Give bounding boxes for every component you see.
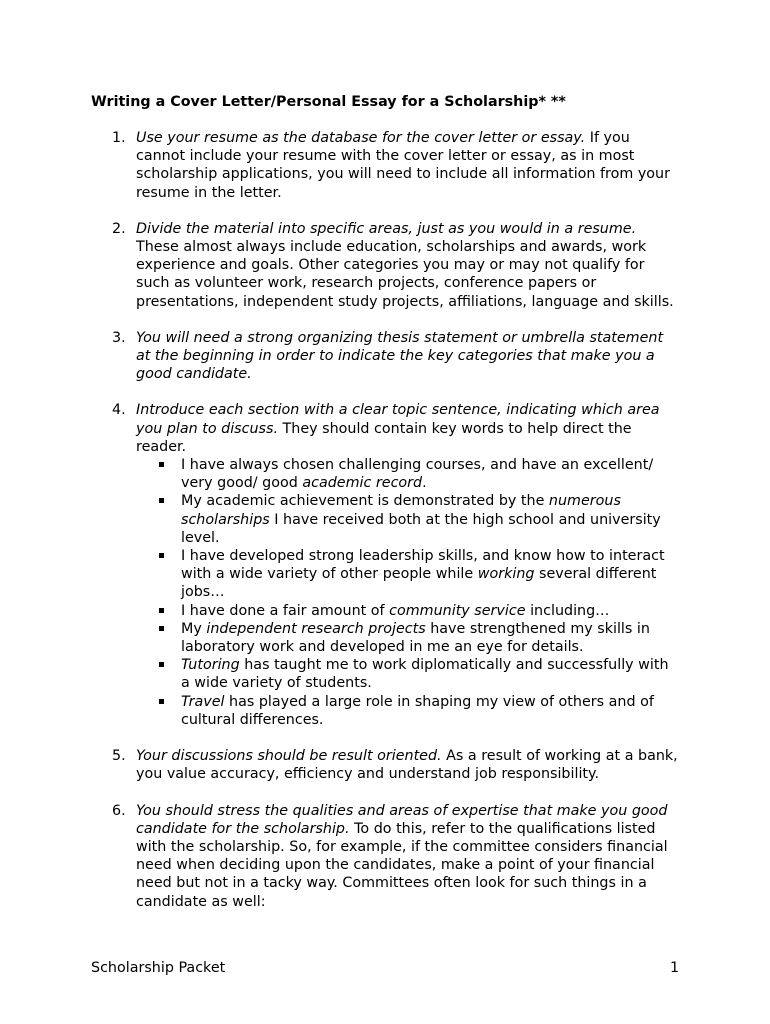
square-bullet-icon <box>159 462 164 467</box>
bullet-item: My independent research projects have strengthened my skills in laboratory work and developed in me an eye for details. <box>136 620 681 656</box>
bullet-item: My academic achievement is demonstrated by the numerous scholarships I have received both at the high school and university level. <box>136 492 681 547</box>
square-bullet-icon <box>159 608 164 613</box>
numbered-list <box>0 129 770 929</box>
bullet-item: Travel has played a large role in shaping my view of others and of cultural differences. <box>136 693 681 729</box>
list-item-2 <box>0 220 681 311</box>
item-lead: Use your resume as the database for the cover letter or essay. <box>136 130 586 146</box>
list-item-5 <box>0 747 681 783</box>
bullet-list <box>136 456 681 729</box>
item-number: 3. <box>112 329 126 346</box>
item-lead: Divide the material into specific areas, just as you would in a resume. <box>136 220 637 237</box>
square-bullet-icon <box>159 626 164 631</box>
list-item-6 <box>0 802 681 911</box>
bullet-item: Tutoring has taught me to work diplomatically and successfully with a wide variety of students. <box>136 656 681 692</box>
square-bullet-icon <box>159 498 164 503</box>
item-number: 1. <box>112 130 126 146</box>
page-title: Writing a Cover Letter/Personal Essay for a Scholarship* ** <box>91 94 566 110</box>
item-lead: Your discussions should be result oriented. <box>136 748 442 765</box>
item-text: If you cannot include your resume with the cover letter or essay, as in most scholarship applications, you will need to include all information from your resume in the letter. <box>136 130 670 201</box>
page-number: 1 <box>670 960 680 976</box>
list-item-4 <box>0 401 681 729</box>
item-number: 5. <box>112 748 126 765</box>
item-number: 6. <box>112 802 126 819</box>
square-bullet-icon <box>159 662 164 667</box>
bullet-item: I have always chosen challenging courses, and have an excellent/ very good/ good academic record. <box>136 456 681 492</box>
item-lead: You will need a strong organizing thesis statement or umbrella statement at the beginning in order to indicate the key categories that make you a good candidate. <box>136 329 664 383</box>
item-text: To do this, refer to the qualifications listed with the scholarship. So, for example, if the committee considers financial need when deciding upon the candidates, make a point of your financial need but not in a tacky way. Committees often look for such things in a candidate as well: <box>136 820 668 910</box>
bullet-item: I have done a fair amount of community service including… <box>136 602 681 620</box>
item-text: They should contain key words to help direct the reader. <box>136 420 632 455</box>
square-bullet-icon <box>159 553 164 558</box>
footer-title: Scholarship Packet <box>91 960 226 976</box>
list-item-1 <box>0 129 681 202</box>
bullet-item: I have developed strong leadership skills, and know how to interact with a wide variety of other people while working several different jobs… <box>136 547 681 602</box>
square-bullet-icon <box>159 699 164 704</box>
item-lead: Introduce each section with a clear topic sentence, indicating which area you plan to discuss. <box>136 402 660 437</box>
item-text: These almost always include education, scholarships and awards, work experience and goals. Other categories you may or may not qualify for such as volunteer work, research projects, conference papers or presentations, independent study projects, affiliations, language and skills. <box>136 239 674 310</box>
item-number: 2. <box>112 220 126 237</box>
item-text: As a result of working at a bank, you value accuracy, efficiency and understand job responsibility. <box>136 748 678 783</box>
item-number: 4. <box>112 402 126 419</box>
item-lead: You should stress the qualities and areas of expertise that make you good candidate for the scholarship. <box>136 802 668 837</box>
list-item-3 <box>0 329 681 384</box>
